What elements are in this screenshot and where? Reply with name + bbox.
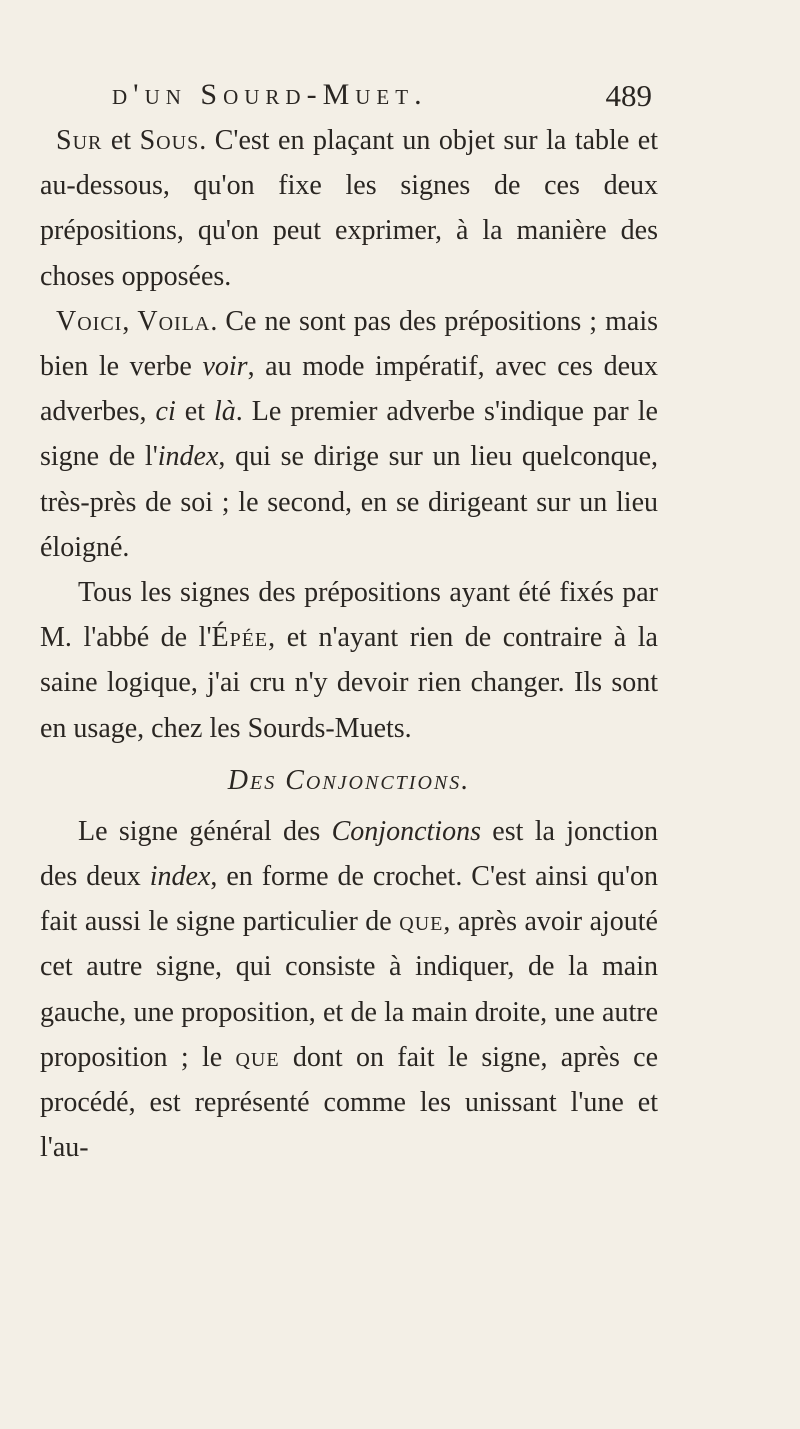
running-head xyxy=(112,78,652,118)
paragraph-text: , et n'ayant rien de contraire à la saine logique, j'ai cru n'y devoir rien changer. Ils sont en usage, chez les Sourds-Muets. xyxy=(40,622,658,744)
emphasis-ci: ci xyxy=(155,396,176,428)
emphasis-la: là xyxy=(214,396,236,428)
paragraph-text: , qui se dirige sur un lieu quelconque, très-près de soi ; le second, en se dirigeant sur un lieu éloigné. xyxy=(40,441,658,563)
paragraph-text: dont on fait le signe, après ce procédé, est représenté comme les unissant l'une et l'au- xyxy=(40,1041,658,1164)
page-number: 489 xyxy=(605,78,652,113)
paragraph-text: , xyxy=(122,305,138,337)
term-sous: Sous xyxy=(139,125,200,156)
emphasis-index: index xyxy=(157,441,219,473)
emphasis-voir: voir xyxy=(202,351,248,383)
paragraph-text: . Le premier adverbe s'indique par le signe de l' xyxy=(40,396,658,473)
term-voila: Voila xyxy=(137,305,211,337)
paragraph-text: . C'est en plaçant un objet sur la table et au-dessous, qu'on fixe les signes de ces deux prépositions, qu'on peut exprimer, à la manière des choses opposées. xyxy=(40,125,658,292)
paragraph-text: Tous les signes des prépositions ayant été fixés par M. l'abbé de l' xyxy=(40,577,658,654)
paragraph-text: et xyxy=(175,396,214,428)
running-head-title: d'un Sourd-Muet. xyxy=(112,78,428,111)
term-que: que xyxy=(399,906,444,938)
term-que: que xyxy=(235,1041,280,1073)
paragraph-prepositions-summary xyxy=(40,570,658,751)
paragraph-text: , après avoir ajouté cet autre signe, qui consiste à indiquer, de la main gauche, une proposition, et de la main droite, une autre proposition ; le xyxy=(40,906,658,1073)
term-sur: Sur xyxy=(56,125,103,156)
paragraph-sur-sous xyxy=(40,118,658,299)
paragraph-voici-voila xyxy=(40,299,658,570)
paragraph-text: , au mode impératif, avec ces deux adverbes, xyxy=(40,351,659,428)
emphasis-conjonctions: Conjonctions xyxy=(331,815,481,847)
emphasis-index: index xyxy=(149,861,211,893)
body-text xyxy=(40,118,658,1170)
name-epee: Épée xyxy=(211,622,269,654)
paragraph-text: Le signe général des xyxy=(78,815,332,847)
paragraph-conjonctions xyxy=(40,809,658,1171)
paragraph-text: . Ce ne sont pas des prépositions ; mais bien le verbe xyxy=(40,305,658,383)
term-voici: Voici xyxy=(56,305,123,337)
section-heading: Des Conjonctions. xyxy=(227,764,471,796)
paragraph-text: , en forme de crochet. C'est ainsi qu'on fait aussi le signe particulier de xyxy=(40,861,658,938)
paragraph-text: est la jonction des deux xyxy=(40,815,658,893)
paragraph-text: et xyxy=(102,125,140,156)
